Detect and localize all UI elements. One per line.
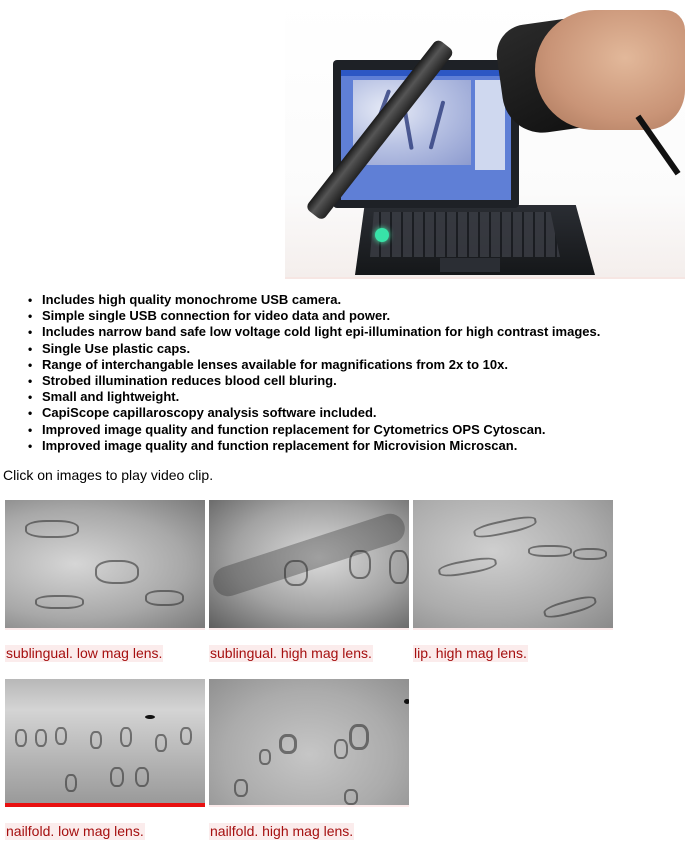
- feature-list: [42, 292, 600, 454]
- hero-product-photo: [285, 0, 685, 279]
- capillary-shape: [437, 555, 498, 579]
- capillary-shape: [25, 520, 79, 538]
- capillary-loop: [90, 731, 102, 749]
- feature-item: • Simple single USB connection for video data and power.: [42, 308, 600, 324]
- feature-item: • Range of interchangable lenses available for magnifications from 2x to 10x.: [42, 357, 600, 373]
- capillary-loop: [234, 779, 248, 797]
- feature-item: • Strobed illumination reduces blood cell bluring.: [42, 373, 600, 389]
- capillary-shape: [472, 513, 538, 540]
- capillary-loop: [110, 767, 124, 787]
- capillary-loop: [334, 739, 348, 759]
- capillary-shape: [389, 550, 409, 584]
- caption-nailfold-high-mag[interactable]: nailfold. high mag lens.: [210, 823, 354, 839]
- dark-spot: [404, 699, 409, 704]
- feature-item: • CapiScope capillaroscopy analysis software included.: [42, 405, 600, 421]
- capillary-loop: [180, 727, 192, 745]
- capillary-loop: [344, 789, 358, 805]
- video-thumbnail-nailfold-high-mag[interactable]: [209, 679, 409, 807]
- capillary-loop: [135, 767, 149, 787]
- capillary-loop: [55, 727, 67, 745]
- feature-item: • Improved image quality and function replacement for Microvision Microscan.: [42, 438, 600, 454]
- capillary-shape: [542, 593, 598, 620]
- video-thumbnail-nailfold-low-mag[interactable]: [5, 679, 205, 807]
- feature-item: • Includes high quality monochrome USB camera.: [42, 292, 600, 308]
- capillary-shape: [145, 590, 184, 606]
- capillary-loop: [15, 729, 27, 747]
- feature-item: • Includes narrow band safe low voltage cold light epi-illumination for high contrast images.: [42, 324, 600, 340]
- capillary-shape: [35, 595, 84, 609]
- capillary-shape: [573, 548, 607, 560]
- video-thumbnail-sublingual-high-mag[interactable]: [209, 500, 409, 630]
- probe-light-tip: [375, 228, 389, 242]
- video-thumbnail-sublingual-low-mag[interactable]: [5, 500, 205, 630]
- vessel-shape: [209, 510, 408, 600]
- laptop-keyboard: [370, 212, 560, 257]
- capillary-shape: [95, 560, 139, 584]
- caption-nailfold-low-mag[interactable]: nailfold. low mag lens.: [6, 823, 144, 839]
- caption-sublingual-low-mag[interactable]: sublingual. low mag lens.: [6, 645, 163, 661]
- caption-lip-high-mag[interactable]: lip. high mag lens.: [414, 645, 527, 661]
- capillary-loop: [65, 774, 77, 792]
- hand: [535, 10, 685, 130]
- video-thumbnail-lip-high-mag[interactable]: [413, 500, 613, 630]
- laptop-touchpad: [440, 258, 500, 272]
- feature-item: • Small and lightweight.: [42, 389, 600, 405]
- capillary-shape: [349, 550, 371, 579]
- dark-spot: [145, 715, 155, 719]
- capillary-loop: [155, 734, 167, 752]
- capillary-shape: [528, 545, 572, 557]
- capillary-loop: [259, 749, 271, 765]
- feature-item: • Improved image quality and function replacement for Cytometrics OPS Cytoscan.: [42, 422, 600, 438]
- capillary-loop: [120, 727, 132, 747]
- caption-sublingual-high-mag[interactable]: sublingual. high mag lens.: [210, 645, 372, 661]
- capillary-loop: [279, 734, 297, 754]
- capillary-shape: [284, 560, 308, 586]
- instructions-text: Click on images to play video clip.: [3, 467, 214, 483]
- capillary-loop: [349, 724, 369, 750]
- screen-side-panel: [475, 80, 505, 170]
- feature-item: • Single Use plastic caps.: [42, 341, 600, 357]
- capillary-loop: [35, 729, 47, 747]
